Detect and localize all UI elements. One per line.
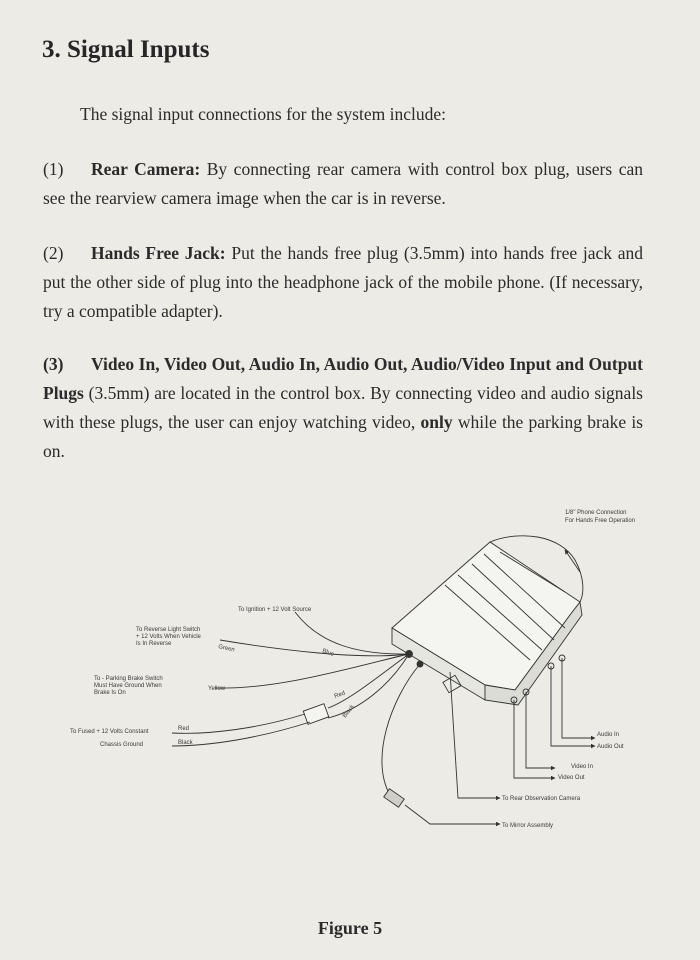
label-parking-1: To - Parking Brake Switch [94,676,163,682]
item-title: Hands Free Jack: [91,243,226,263]
wire-black-ground: Black [178,740,193,746]
label-parking-3: Brake Is On [94,690,126,696]
label-video-out: Video Out [558,775,585,781]
item-number: (1) [43,159,64,179]
label-reverse-1: To Reverse Light Switch [136,627,201,633]
label-parking-2: Must Have Ground When [94,683,162,689]
wiring-diagram [60,500,660,845]
label-rear-camera: To Rear Observation Camera [502,796,581,802]
label-reverse-3: Is In Reverse [136,641,172,647]
mirror-plug [384,789,404,808]
label-video-in: Video In [571,764,593,770]
wire-green: Green [217,644,236,654]
label-audio-out: Audio Out [597,744,624,750]
item-number: (3) [43,354,64,374]
label-chassis: Chassis Ground [100,742,144,748]
item-emphasis: only [420,412,453,432]
hands-free-paragraph [43,239,643,326]
intro-paragraph: The signal input connections for the system include: [80,104,446,124]
label-reverse-2: + 12 Volts When Vehicle [136,634,201,640]
av-plugs-paragraph [43,350,643,466]
wire-black-harness: Black [341,704,356,720]
item-title: Video In, Video Out, Audio In, Audio Out, Audio/Video Input and Output Plugs [43,354,643,403]
wire-red-fused: Red [178,726,190,732]
label-fused: To Fused + 12 Volts Constant [70,729,149,735]
label-hands-free: For Hands Free Operation [565,518,636,524]
label-mirror: To Mirror Assembly [502,823,554,829]
item-title: Rear Camera: [91,159,201,179]
item-number: (2) [43,243,64,263]
section-heading: 3. Signal Inputs [42,36,210,63]
item-text: By connecting rear camera with control box plug, users can see the rearview camera image when the car is in reverse. [43,159,643,208]
figure-caption: Figure 5 [317,918,383,938]
wire-blue: Blue [321,648,335,658]
wire-red-harness: Red [333,690,347,700]
wire-yellow: Yellow [208,686,226,692]
fuse-holder [303,704,328,725]
label-ignition: To Ignition + 12 Volt Source [238,607,312,613]
item-text: Put the hands free plug (3.5mm) into hands free jack and put the other side of plug into the headphone jack of the mobile phone. (If necessary, try a compatible adapter). [43,243,643,321]
item-text-end: while the parking brake is on. [43,412,643,461]
item-text: (3.5mm) are located in the control box. By connecting video and audio signals with these plugs, the user can enjoy watching video, [43,383,643,432]
label-phone-connection: 1/8" Phone Connection [565,510,627,516]
label-audio-in: Audio In [597,732,620,738]
rear-camera-paragraph [43,155,643,213]
